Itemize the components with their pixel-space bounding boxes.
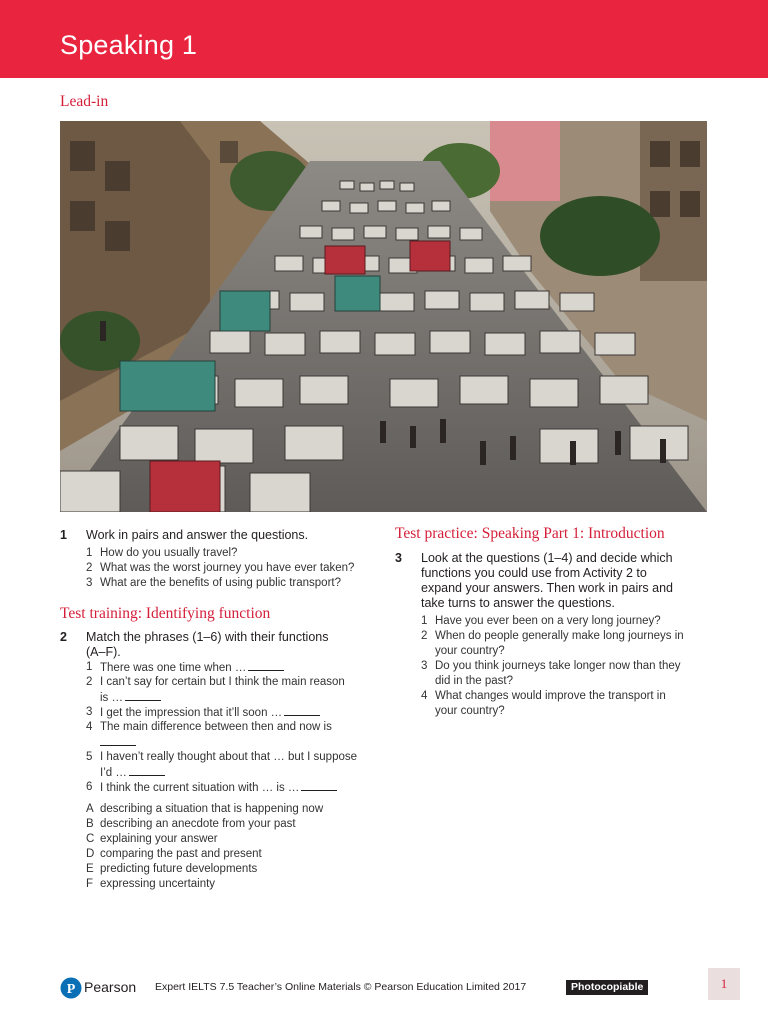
- function-item: [86, 847, 386, 862]
- answer-blank[interactable]: [248, 660, 284, 671]
- answer-blank[interactable]: [100, 735, 136, 746]
- pearson-logo-icon: [60, 977, 82, 1004]
- item-text: How do you usually travel?: [100, 547, 238, 559]
- phrase-item: [86, 660, 386, 675]
- item-number: 2: [421, 630, 428, 642]
- answer-blank[interactable]: [284, 705, 320, 716]
- item-text: your country?: [435, 705, 505, 717]
- function-text: predicting future developments: [100, 863, 258, 875]
- traffic-street-photo: [60, 121, 707, 512]
- phrase-item: [86, 780, 386, 795]
- function-letter: D: [86, 848, 95, 860]
- item-text: did in the past?: [435, 675, 514, 687]
- phrase-item-continued: [86, 690, 386, 705]
- photocopiable-badge: Photocopiable: [566, 980, 648, 995]
- function-text: explaining your answer: [100, 833, 218, 845]
- page-title: Speaking 1: [60, 30, 198, 60]
- test-training-heading: Test training: Identifying function: [60, 605, 271, 622]
- phrase-text: The main difference between then and now is: [100, 721, 332, 733]
- function-letter: F: [86, 878, 94, 890]
- question-3-number: 3: [395, 551, 402, 565]
- phrase-number: 6: [86, 781, 93, 793]
- function-letter: C: [86, 833, 95, 845]
- phrase-text: I haven’t really thought about that … but I suppose: [100, 751, 358, 763]
- question-3-text-line: take turns to answer the questions.: [421, 596, 615, 610]
- question-3-item-continued: [421, 644, 721, 659]
- item-text: When do people generally make long journeys in: [435, 630, 684, 642]
- phrase-text: I think the current situation with … is …: [100, 782, 300, 794]
- item-text: Do you think journeys take longer now than they: [435, 660, 681, 672]
- phrase-number: 2: [86, 676, 93, 688]
- question-3-text-line: expand your answers. Then work in pairs and: [421, 581, 673, 595]
- question-3-item: [421, 614, 721, 629]
- phrase-item: [86, 675, 386, 690]
- question-2-text-line1: Match the phrases (1–6) with their functions: [86, 630, 329, 644]
- svg-text:P: P: [66, 982, 76, 997]
- function-text: describing an anecdote from your past: [100, 818, 296, 830]
- question-3-item: [421, 689, 721, 704]
- phrase-number: 4: [86, 721, 93, 733]
- pearson-brand: Pearson: [84, 979, 137, 995]
- item-text: Have you ever been on a very long journey?: [435, 615, 661, 627]
- footer-copyright: Expert IELTS 7.5 Teacher’s Online Materials © Pearson Education Limited 2017: [155, 981, 527, 993]
- question-3-item: [421, 629, 721, 644]
- question-1-item: [86, 561, 386, 576]
- test-practice-heading: Test practice: Speaking Part 1: Introduction: [395, 525, 665, 542]
- page-number: 1: [720, 976, 728, 991]
- answer-blank[interactable]: [129, 765, 165, 776]
- phrase-item: [86, 750, 386, 765]
- question-1: [60, 528, 380, 598]
- answer-blank[interactable]: [125, 690, 161, 701]
- phrase-text: There was one time when …: [100, 662, 247, 674]
- item-number: 3: [421, 660, 428, 672]
- question-3-item-continued: [421, 674, 721, 689]
- question-3-text-line: functions you could use from Activity 2 to: [421, 566, 647, 580]
- phrase-item-continued: [86, 735, 386, 750]
- function-item: [86, 862, 386, 877]
- phrase-number: 3: [86, 706, 93, 718]
- phrase-text: I can’t say for certain but I think the main reason: [100, 676, 345, 688]
- question-1-number: 1: [60, 528, 67, 542]
- function-text: expressing uncertainty: [100, 878, 216, 890]
- function-letter: A: [86, 803, 94, 815]
- lead-in-heading: Lead-in: [60, 93, 109, 110]
- question-3-text-line: Look at the questions (1–4) and decide which: [421, 551, 673, 565]
- question-1-item: [86, 546, 386, 561]
- function-item: [86, 802, 386, 817]
- phrase-number: 1: [86, 661, 93, 673]
- item-text: What changes would improve the transport in: [435, 690, 666, 702]
- item-text: What are the benefits of using public transport?: [100, 577, 342, 589]
- question-1-item: [86, 576, 386, 591]
- question-2: [60, 630, 380, 900]
- function-text: describing a situation that is happening now: [100, 803, 324, 815]
- item-text: What was the worst journey you have ever taken?: [100, 562, 355, 574]
- function-letter: B: [86, 818, 94, 830]
- phrase-item: [86, 705, 386, 720]
- item-number: 3: [86, 577, 93, 589]
- phrase-number: 5: [86, 751, 93, 763]
- answer-blank[interactable]: [301, 780, 337, 791]
- phrase-item: [86, 720, 386, 735]
- item-number: 1: [421, 615, 428, 627]
- phrase-text: is …: [100, 692, 123, 704]
- question-3-item: [421, 659, 721, 674]
- phrase-text: I’d …: [100, 767, 127, 779]
- item-text: your country?: [435, 645, 505, 657]
- question-1-text: Work in pairs and answer the questions.: [86, 528, 309, 542]
- page-header: [0, 0, 768, 78]
- item-number: 1: [86, 547, 93, 559]
- question-3-item-continued: [421, 704, 721, 719]
- phrase-text: I get the impression that it’ll soon …: [100, 707, 283, 719]
- function-text: comparing the past and present: [100, 848, 262, 860]
- function-item: [86, 817, 386, 832]
- page-number-box: [708, 968, 740, 1000]
- function-letter: E: [86, 863, 94, 875]
- phrase-item-continued: [86, 765, 386, 780]
- question-3: [395, 551, 715, 726]
- item-number: 2: [86, 562, 93, 574]
- function-item: [86, 877, 386, 892]
- function-item: [86, 832, 386, 847]
- question-2-number: 2: [60, 630, 67, 644]
- question-2-text-line2: (A–F).: [86, 645, 121, 659]
- item-number: 4: [421, 690, 428, 702]
